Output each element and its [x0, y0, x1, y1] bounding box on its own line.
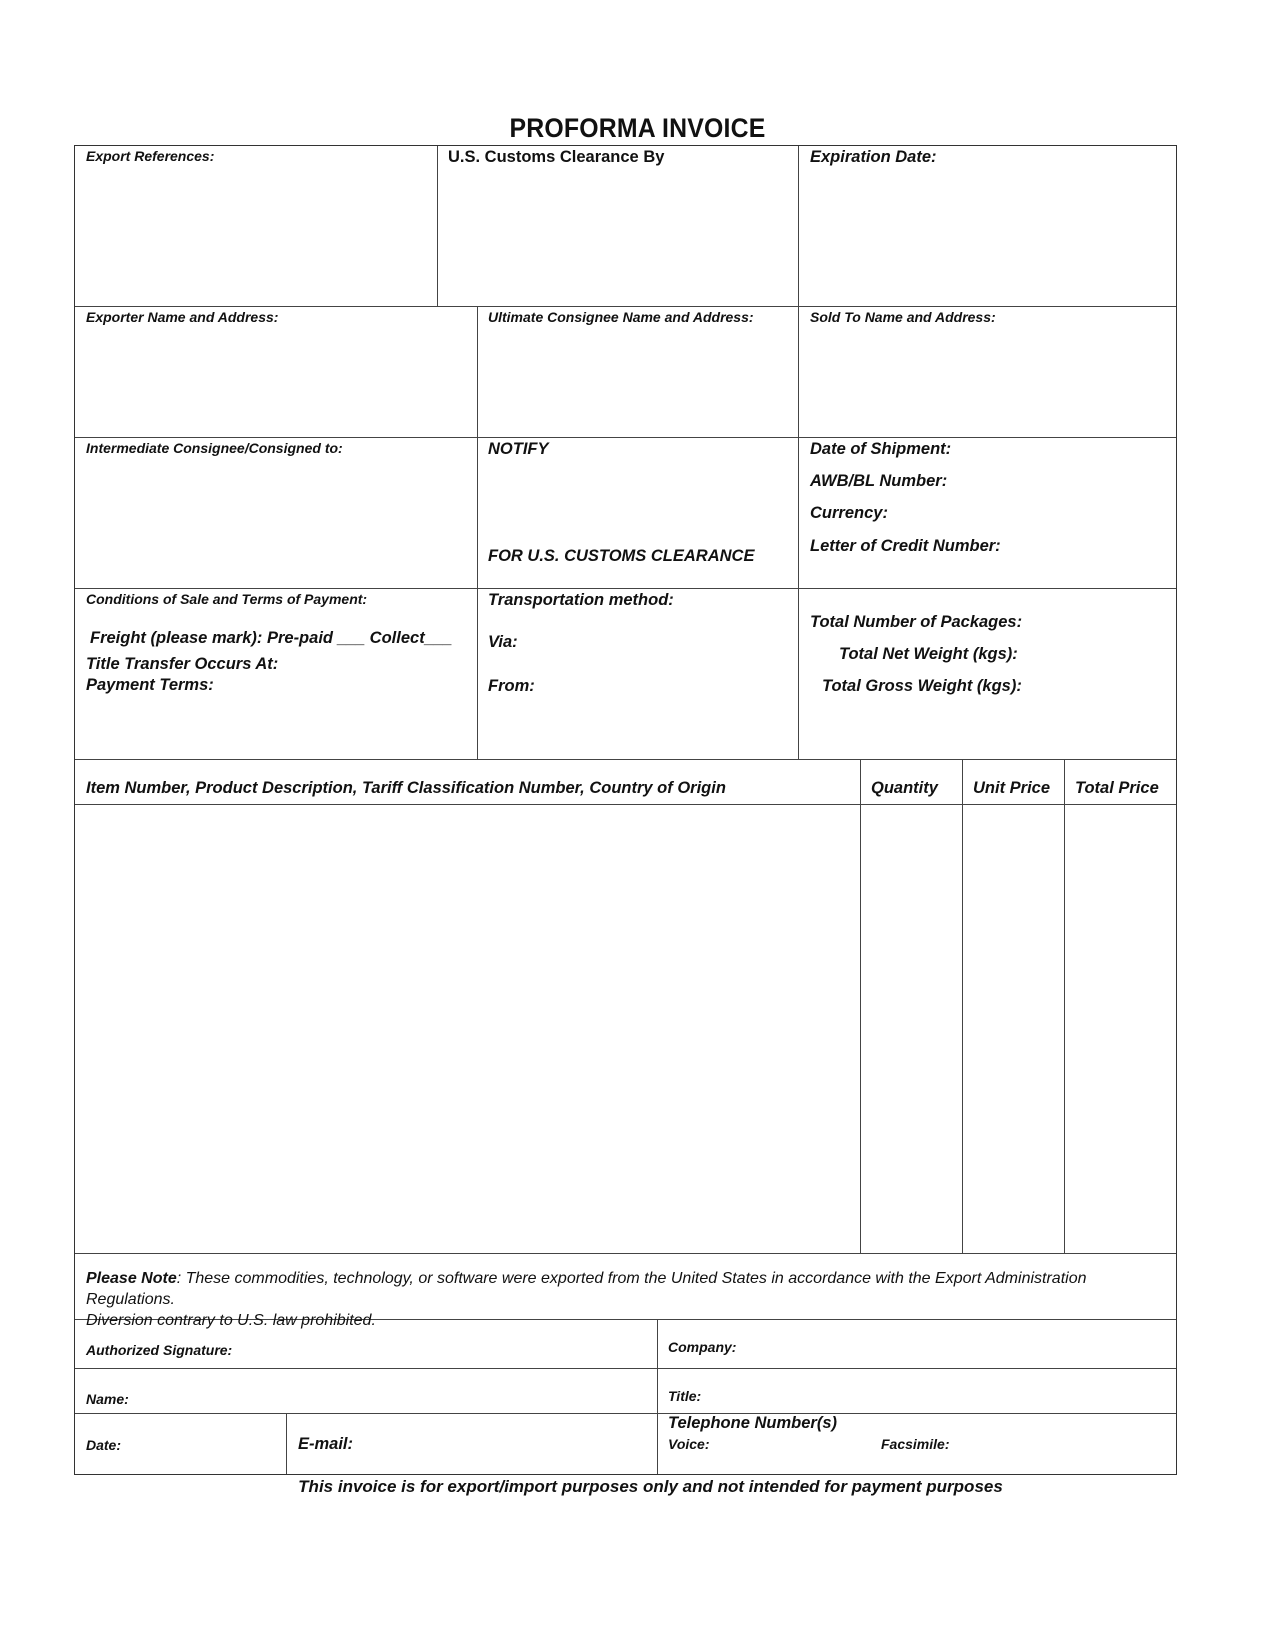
note-label: Please Note: [86, 1270, 177, 1287]
ultimate-consignee-label: Ultimate Consignee Name and Address:: [488, 309, 754, 325]
letter-of-credit-label: Letter of Credit Number:: [810, 537, 1001, 555]
page-title: PROFORMA INVOICE: [509, 113, 766, 143]
expiration-date-label: Expiration Date:: [810, 148, 937, 166]
export-references-label: Export References:: [86, 148, 215, 164]
divider: [75, 804, 1176, 805]
divider: [75, 437, 1176, 438]
name-label: Name:: [86, 1391, 129, 1407]
net-weight-label: Total Net Weight (kgs):: [839, 645, 1018, 663]
awb-bl-label: AWB/BL Number:: [810, 472, 948, 490]
invoice-form: [74, 145, 1177, 1475]
divider: [75, 759, 1176, 760]
divider: [75, 588, 1176, 589]
intermediate-consignee-label: Intermediate Consignee/Consigned to:: [86, 440, 343, 456]
company-label: Company:: [668, 1339, 737, 1355]
voice-label: Voice:: [668, 1436, 710, 1452]
authorized-signature-label: Authorized Signature:: [86, 1342, 233, 1358]
note-line2: Diversion contrary to U.S. law prohibited.: [86, 1312, 376, 1329]
freight-label: Freight (please mark): Pre-paid ___ Collect___: [90, 629, 453, 647]
column-header-unit-price: Unit Price: [973, 779, 1051, 797]
column-header-quantity: Quantity: [871, 779, 938, 797]
note-line1: : These commodities, technology, or software were exported from the United States in accordance with the Export Administration Regulations.: [86, 1270, 1087, 1308]
from-label: From:: [488, 677, 535, 695]
column-header-total-price: Total Price: [1075, 779, 1159, 797]
conditions-label: Conditions of Sale and Terms of Payment:: [86, 591, 368, 607]
date-of-shipment-label: Date of Shipment:: [810, 440, 952, 458]
notify-label: NOTIFY: [488, 440, 549, 458]
footer-disclaimer: This invoice is for export/import purposes only and not intended for payment purposes: [298, 1477, 1003, 1496]
via-label: Via:: [488, 633, 518, 651]
payment-terms-label: Payment Terms:: [86, 676, 214, 694]
divider: [657, 1319, 658, 1474]
currency-label: Currency:: [810, 504, 888, 522]
divider: [798, 146, 799, 759]
date-label: Date:: [86, 1437, 122, 1453]
packages-label: Total Number of Packages:: [810, 613, 1023, 631]
transportation-label: Transportation method:: [488, 591, 674, 609]
email-label: E-mail:: [298, 1435, 354, 1453]
divider: [1064, 759, 1065, 1253]
export-note: [86, 1268, 1171, 1331]
facsimile-label: Facsimile:: [881, 1436, 950, 1452]
divider: [75, 1368, 1176, 1369]
telephone-label: Telephone Number(s): [668, 1414, 837, 1432]
gross-weight-label: Total Gross Weight (kgs):: [822, 677, 1022, 695]
divider: [860, 759, 861, 1253]
divider: [75, 1413, 1176, 1414]
for-customs-label: FOR U.S. CUSTOMS CLEARANCE: [488, 547, 755, 565]
column-header-description: Item Number, Product Description, Tariff Classification Number, Country of Origin: [86, 779, 726, 797]
divider: [75, 306, 1176, 307]
customs-clearance-label: U.S. Customs Clearance By: [448, 148, 665, 166]
divider: [75, 1253, 1176, 1254]
sold-to-label: Sold To Name and Address:: [810, 309, 996, 325]
title-transfer-label: Title Transfer Occurs At:: [86, 655, 279, 673]
exporter-label: Exporter Name and Address:: [86, 309, 279, 325]
divider: [477, 306, 478, 759]
divider: [962, 759, 963, 1253]
title-label: Title:: [668, 1388, 702, 1404]
divider: [286, 1413, 287, 1474]
divider: [437, 146, 438, 306]
